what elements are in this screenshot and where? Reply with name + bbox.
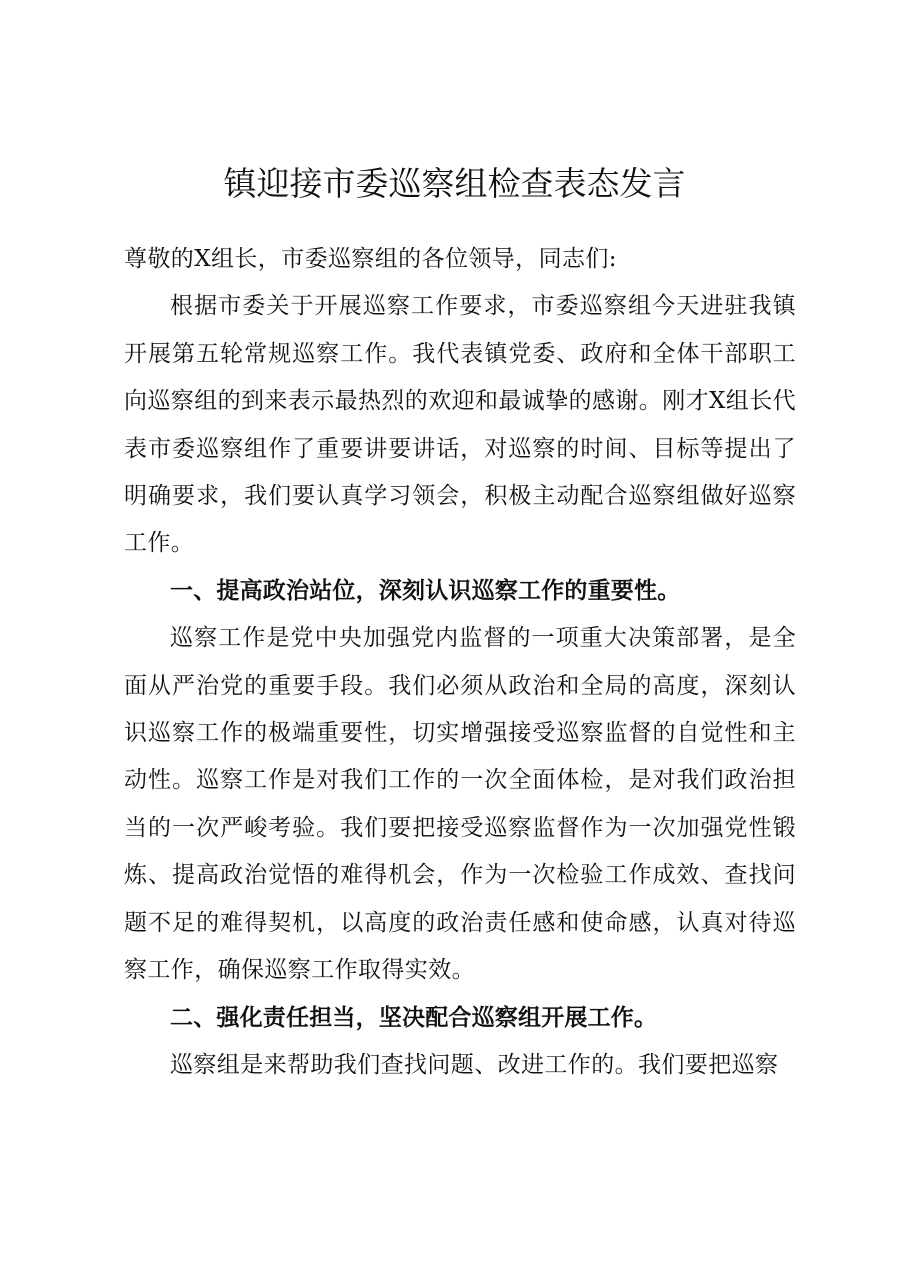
paragraph-intro: 根据市委关于开展巡察工作要求，市委巡察组今天进驻我镇开展第五轮常规巡察工作。我代表镇党委、政府和全体干部职工向巡察组的到来表示最热烈的欢迎和最诚挚的感谢。刚才X组长代表市委巡察组作了重要讲要讲话，对巡察的时间、目标等提出了明确要求，我们要认真学习领会，积极主动配合巡察组做好巡察工作。 bbox=[124, 293, 796, 557]
paragraph-section-1: 巡察工作是党中央加强党内监督的一项重大决策部署，是全面从严治党的重要手段。我们必须从政治和全局的高度，深刻认识巡察工作的极端重要性，切实增强接受巡察监督的自觉性和主动性。巡察工作是对我们工作的一次全面体检，是对我们政治担当的一次严峻考验。我们要把接受巡察监督作为一次加强党性锻炼、提高政治觉悟的难得机会，作为一次检验工作成效、查找问题不足的难得契机，以高度的政治责任感和使命感，认真对待巡察工作，确保巡察工作取得实效。 bbox=[124, 625, 796, 984]
salutation: 尊敬的X组长，市委巡察组的各位领导，同志们: bbox=[124, 246, 617, 272]
section-heading-1: 一、提高政治站位，深刻认识巡察工作的重要性。 bbox=[170, 577, 681, 604]
document-title: 镇迎接市委巡察组检查表态发言 bbox=[223, 164, 686, 203]
paragraph-section-2: 巡察组是来帮助我们查找问题、改进工作的。我们要把巡察 bbox=[170, 1051, 779, 1078]
section-heading-2: 二、强化责任担当，坚决配合巡察组开展工作。 bbox=[170, 1004, 658, 1031]
document-body bbox=[124, 236, 796, 1089]
